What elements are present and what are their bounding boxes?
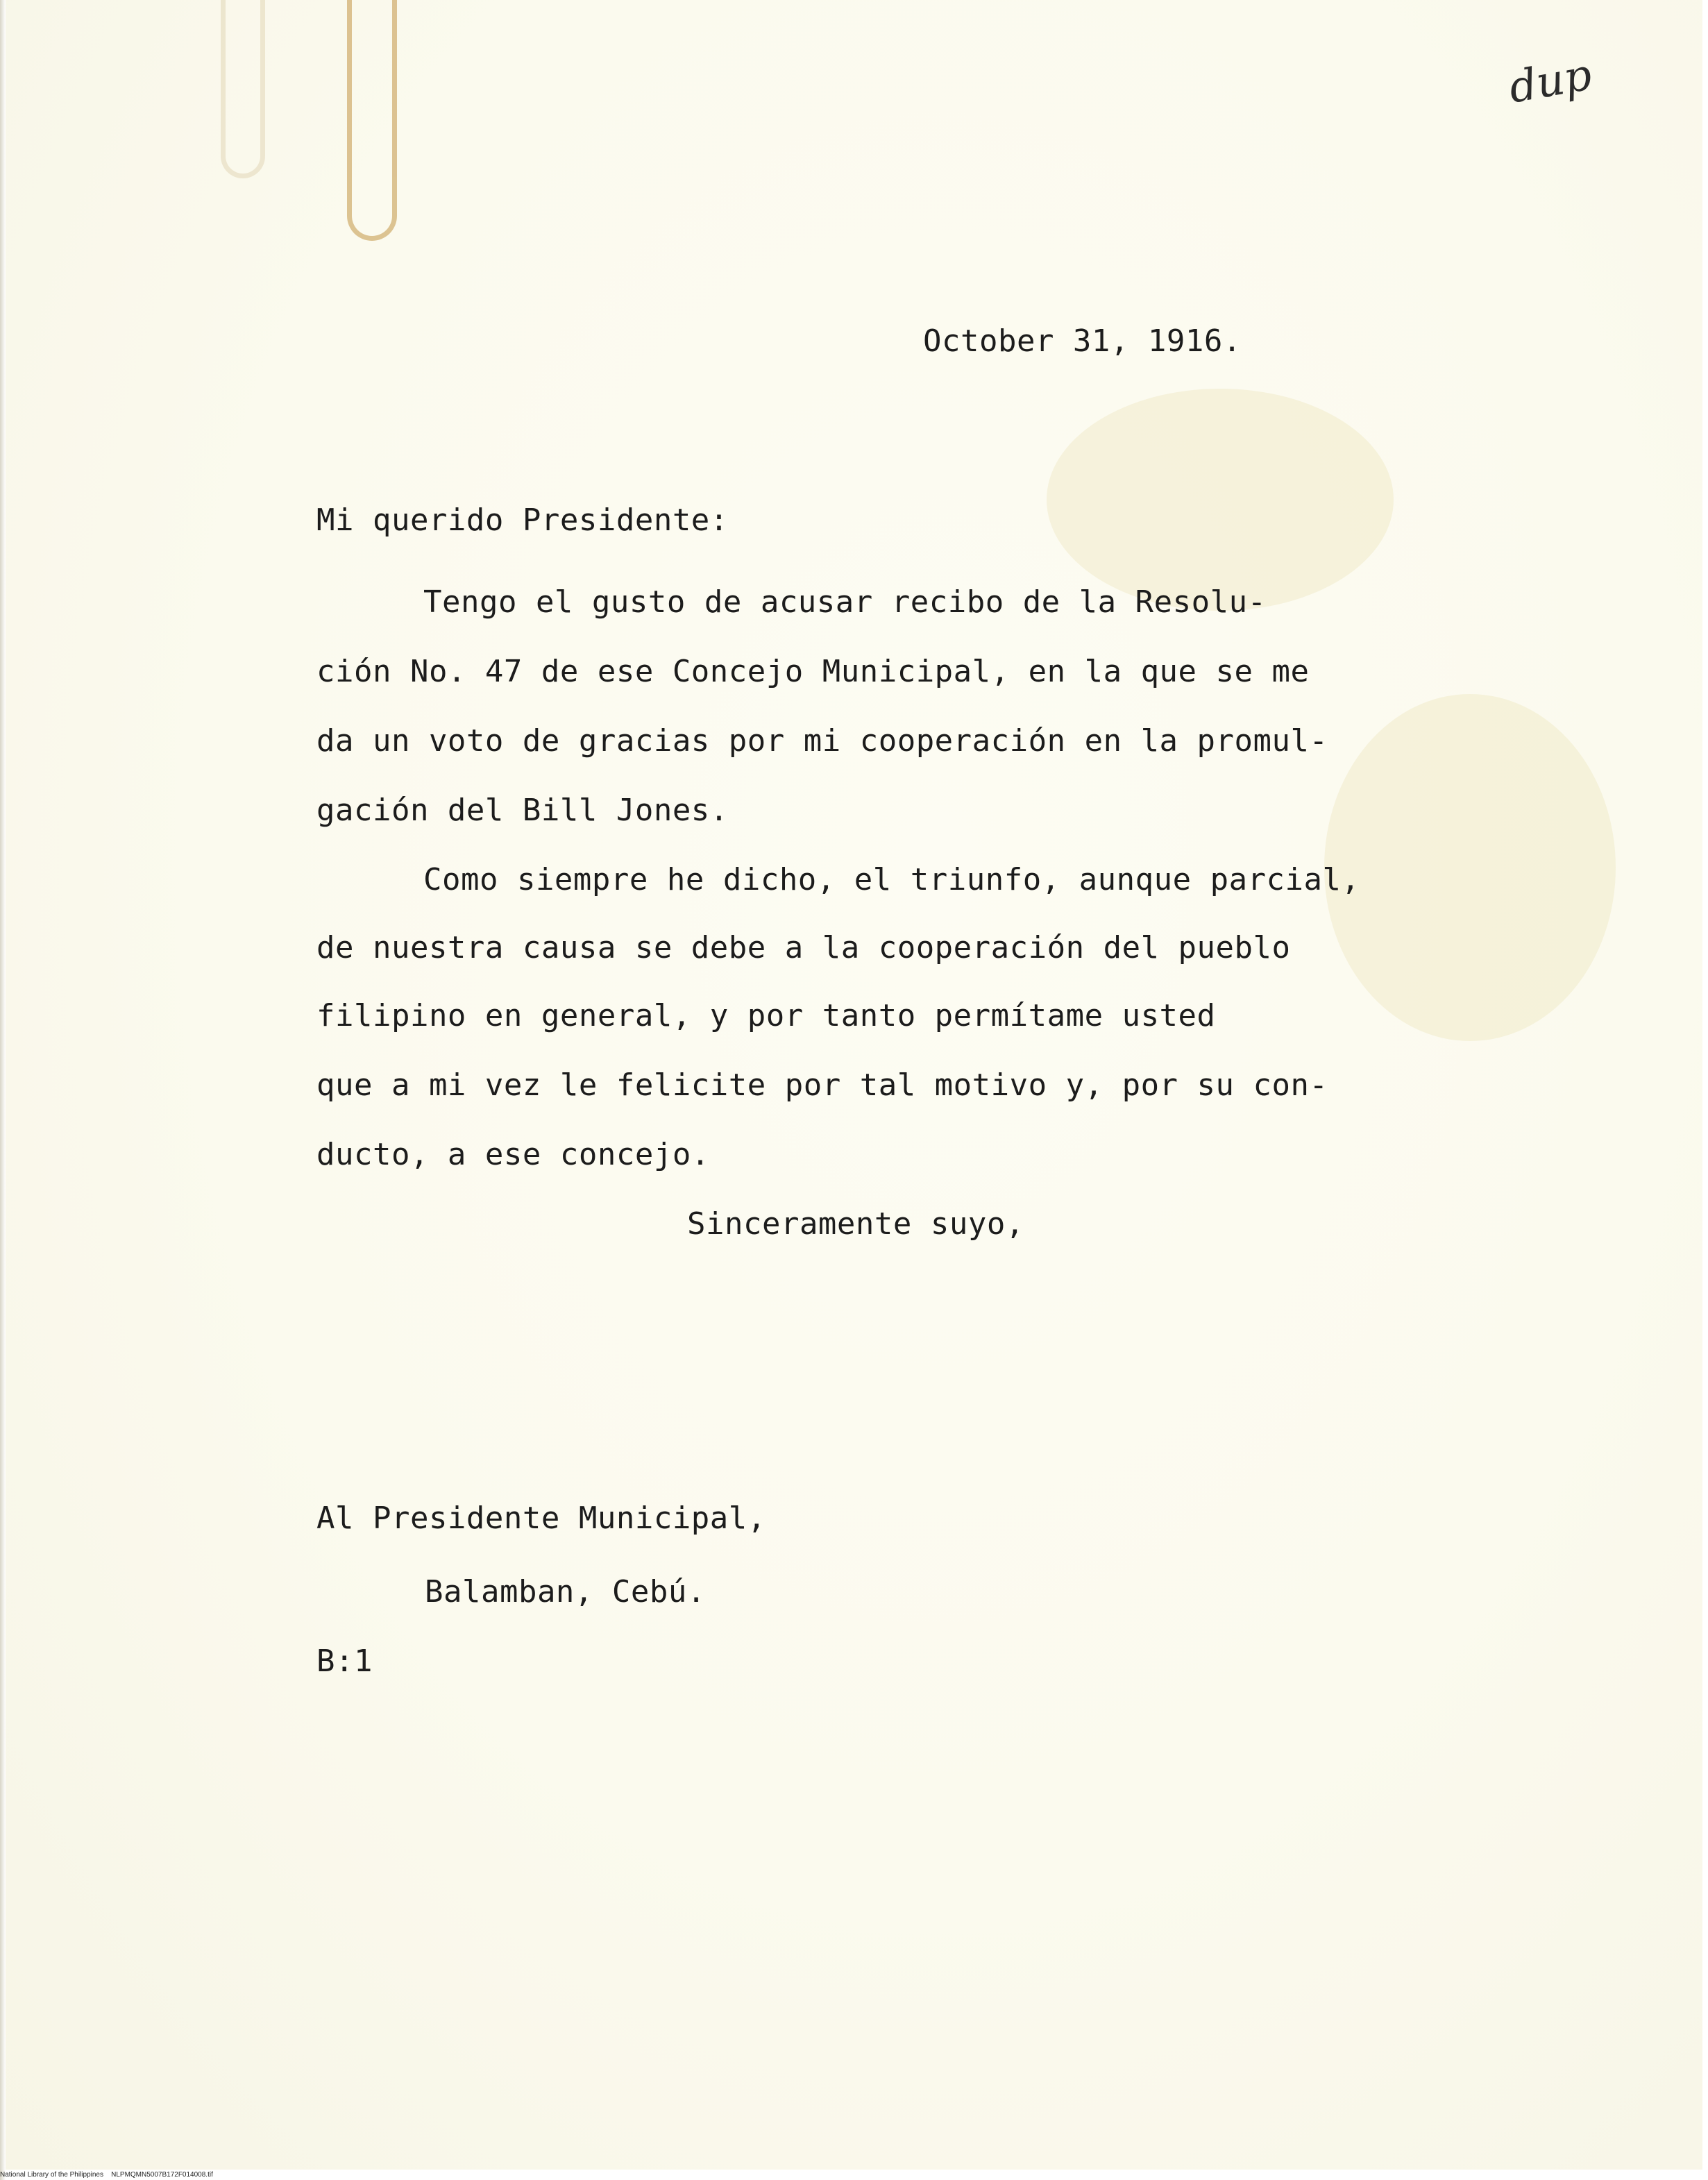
paper-stain — [1047, 389, 1394, 611]
letter-line: gación del Bill Jones. — [316, 793, 729, 828]
letter-line: ducto, a ese concejo. — [316, 1137, 710, 1172]
letter-reference: B:1 — [316, 1644, 373, 1679]
letter-closing: Sinceramente suyo, — [687, 1206, 1024, 1242]
letter-line: de nuestra causa se debe a la cooperación del pueblo — [316, 930, 1291, 965]
letter-line: Como siempre he dicho, el triunfo, aunque parcial, — [423, 862, 1360, 897]
paperclip-stain — [347, 0, 397, 241]
letter-date: October 31, 1916. — [923, 323, 1242, 359]
letter-line: da un voto de gracias por mi cooperación en la promul- — [316, 723, 1328, 759]
letter-line: filipino en general, y por tanto permítame usted — [316, 998, 1216, 1033]
scan-footer — [0, 2171, 213, 2179]
scan-edge-shadow — [0, 0, 6, 2180]
letter-location: Balamban, Cebú. — [425, 1574, 706, 1609]
letter-line: Tengo el gusto de acusar recibo de la Resolu- — [423, 584, 1267, 620]
letter-line: que a mi vez le felicite por tal motivo y, por su con- — [316, 1067, 1328, 1103]
handwritten-annotation: dup — [1505, 49, 1596, 113]
letter-salutation: Mi querido Presidente: — [316, 502, 729, 538]
letter-addressee: Al Presidente Municipal, — [316, 1501, 766, 1536]
footer-file: NLPMQMN5007B172F014008.tif — [111, 2171, 213, 2179]
paperclip-stain-faint — [221, 0, 265, 178]
paper-stain — [1324, 694, 1616, 1041]
footer-library: National Library of the Philippines — [0, 2171, 103, 2179]
letter-page — [6, 0, 1702, 2170]
letter-line: ción No. 47 de ese Concejo Municipal, en la que se me — [316, 654, 1310, 689]
